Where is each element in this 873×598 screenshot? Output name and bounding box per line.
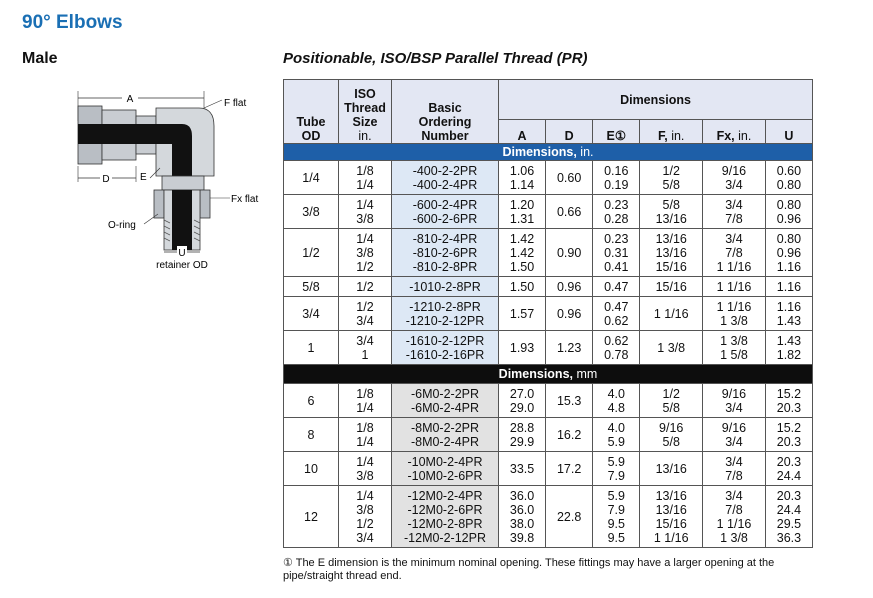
dim-fx-cell: 9/16 3/4 <box>703 384 766 418</box>
dim-a-cell: 1.42 1.42 1.50 <box>499 229 546 277</box>
dim-d-label: D <box>102 174 110 185</box>
ordering-number-cell: -1610-2-12PR -1610-2-16PR <box>392 331 499 365</box>
dim-u-cell: 20.3 24.4 29.5 36.3 <box>765 486 812 548</box>
footnote: ① The E dimension is the minimum nominal opening. These fittings may have a larger opening at the pipe/straight thread end. <box>283 557 775 582</box>
dim-u-cell: 1.43 1.82 <box>765 331 812 365</box>
dim-f-cell: 5/8 13/16 <box>640 195 703 229</box>
dim-u-cell: 15.2 20.3 <box>765 384 812 418</box>
ordering-number-cell: -8M0-2-2PR -8M0-2-4PR <box>392 418 499 452</box>
dim-u-cell: 1.16 1.43 <box>765 297 812 331</box>
retainer-label: retainer OD <box>156 260 208 271</box>
header-e: E① <box>593 120 640 144</box>
table-title: Positionable, ISO/BSP Parallel Thread (PR) <box>283 50 588 67</box>
dim-a-label: A <box>126 94 134 105</box>
tube-od-cell: 1/4 <box>284 161 339 195</box>
tube-od-cell: 10 <box>284 452 339 486</box>
dim-e-cell: 0.47 <box>593 277 640 297</box>
dim-u-cell: 0.80 0.96 1.16 <box>765 229 812 277</box>
dim-u-cell: 1.16 <box>765 277 812 297</box>
dim-fx-cell: 3/4 7/8 1 1/16 <box>703 229 766 277</box>
dim-e-cell: 0.47 0.62 <box>593 297 640 331</box>
dim-fx-cell: 3/4 7/8 1 1/16 1 3/8 <box>703 486 766 548</box>
dim-a-cell: 36.0 36.0 38.0 39.8 <box>499 486 546 548</box>
ordering-number-cell: -6M0-2-2PR -6M0-2-4PR <box>392 384 499 418</box>
dim-a-cell: 1.50 <box>499 277 546 297</box>
thread-size-cell: 1/8 1/4 <box>339 418 392 452</box>
dim-a-cell: 1.06 1.14 <box>499 161 546 195</box>
dim-e-cell: 5.9 7.9 9.5 9.5 <box>593 486 640 548</box>
dim-a-cell: 28.8 29.9 <box>499 418 546 452</box>
header-fx: Fx, in. <box>703 120 766 144</box>
dim-u-cell: 20.3 24.4 <box>765 452 812 486</box>
dim-d-cell: 0.90 <box>546 229 593 277</box>
dim-d-cell: 0.66 <box>546 195 593 229</box>
table-row <box>284 452 813 486</box>
dim-f-cell: 13/16 13/16 15/16 1 1/16 <box>640 486 703 548</box>
dim-a-cell: 1.93 <box>499 331 546 365</box>
header-u: U <box>765 120 812 144</box>
dim-u-cell: 0.60 0.80 <box>765 161 812 195</box>
dim-fx-cell: 1 1/16 1 3/8 <box>703 297 766 331</box>
section-mm-header: Dimensions, mm <box>284 365 813 384</box>
table-row <box>284 161 813 195</box>
tube-od-cell: 3/8 <box>284 195 339 229</box>
elbow-fitting-diagram <box>74 86 284 276</box>
dim-f-cell: 1 1/16 <box>640 297 703 331</box>
dim-fx-cell: 3/4 7/8 <box>703 452 766 486</box>
thread-size-cell: 1/4 3/8 <box>339 195 392 229</box>
dim-d-cell: 22.8 <box>546 486 593 548</box>
header-iso-thread: ISO Thread Size in. <box>339 80 392 144</box>
tube-od-cell: 3/4 <box>284 297 339 331</box>
dim-f-cell: 1/2 5/8 <box>640 161 703 195</box>
tube-od-cell: 8 <box>284 418 339 452</box>
dim-f-cell: 15/16 <box>640 277 703 297</box>
thread-size-cell: 3/4 1 <box>339 331 392 365</box>
dim-e-cell: 4.0 4.8 <box>593 384 640 418</box>
thread-size-cell: 1/2 <box>339 277 392 297</box>
dim-a-cell: 33.5 <box>499 452 546 486</box>
dim-u-cell: 15.2 20.3 <box>765 418 812 452</box>
dim-a-cell: 1.57 <box>499 297 546 331</box>
dim-f-cell: 9/16 5/8 <box>640 418 703 452</box>
dim-fx-cell: 1 1/16 <box>703 277 766 297</box>
thread-size-cell: 1/8 1/4 <box>339 384 392 418</box>
header-dimensions: Dimensions <box>499 80 813 120</box>
header-basic-ordering: Basic Ordering Number <box>392 80 499 144</box>
dim-d-cell: 17.2 <box>546 452 593 486</box>
dim-d-cell: 15.3 <box>546 384 593 418</box>
ordering-number-cell: -600-2-4PR -600-2-6PR <box>392 195 499 229</box>
header-d: D <box>546 120 593 144</box>
dim-f-cell: 13/16 <box>640 452 703 486</box>
dim-fx-cell: 9/16 3/4 <box>703 161 766 195</box>
dim-fx-cell: 1 3/8 1 5/8 <box>703 331 766 365</box>
table-row <box>284 486 813 548</box>
o-ring-label: O-ring <box>108 220 136 231</box>
tube-od-cell: 6 <box>284 384 339 418</box>
table-row <box>284 331 813 365</box>
tube-od-cell: 1/2 <box>284 229 339 277</box>
dim-d-cell: 1.23 <box>546 331 593 365</box>
page-title: 90° Elbows <box>22 12 123 33</box>
thread-size-cell: 1/8 1/4 <box>339 161 392 195</box>
thread-size-cell: 1/4 3/8 <box>339 452 392 486</box>
dim-u-cell: 0.80 0.96 <box>765 195 812 229</box>
dim-a-cell: 1.20 1.31 <box>499 195 546 229</box>
table-row <box>284 418 813 452</box>
tube-od-cell: 12 <box>284 486 339 548</box>
dim-d-cell: 0.96 <box>546 277 593 297</box>
ordering-number-cell: -810-2-4PR -810-2-6PR -810-2-8PR <box>392 229 499 277</box>
ordering-number-cell: -10M0-2-4PR -10M0-2-6PR <box>392 452 499 486</box>
header-tube-od: Tube OD <box>284 80 339 144</box>
table-row <box>284 277 813 297</box>
dim-f-cell: 13/16 13/16 15/16 <box>640 229 703 277</box>
section-inch-header: Dimensions, in. <box>284 144 813 161</box>
thread-size-cell: 1/2 3/4 <box>339 297 392 331</box>
dim-e-cell: 0.23 0.28 <box>593 195 640 229</box>
table-row <box>284 297 813 331</box>
thread-size-cell: 1/4 3/8 1/2 3/4 <box>339 486 392 548</box>
dim-e-cell: 0.16 0.19 <box>593 161 640 195</box>
table-row <box>284 195 813 229</box>
dim-d-cell: 0.96 <box>546 297 593 331</box>
tube-od-cell: 5/8 <box>284 277 339 297</box>
fx-flat-label: Fx flat <box>231 194 259 205</box>
dim-fx-cell: 3/4 7/8 <box>703 195 766 229</box>
dim-f-cell: 1 3/8 <box>640 331 703 365</box>
dim-d-cell: 0.60 <box>546 161 593 195</box>
dim-e-cell: 5.9 7.9 <box>593 452 640 486</box>
ordering-number-cell: -1010-2-8PR <box>392 277 499 297</box>
dim-d-cell: 16.2 <box>546 418 593 452</box>
dim-f-cell: 1/2 5/8 <box>640 384 703 418</box>
header-a: A <box>499 120 546 144</box>
dimensions-table <box>283 79 813 548</box>
dim-e-cell: 0.23 0.31 0.41 <box>593 229 640 277</box>
table-row <box>284 384 813 418</box>
thread-size-cell: 1/4 3/8 1/2 <box>339 229 392 277</box>
dim-e-cell: 4.0 5.9 <box>593 418 640 452</box>
section-subtitle: Male <box>22 50 58 67</box>
dim-e-cell: 0.62 0.78 <box>593 331 640 365</box>
dim-e-label: E <box>140 172 147 183</box>
f-flat-label: F flat <box>224 98 247 109</box>
dim-a-cell: 27.0 29.0 <box>499 384 546 418</box>
dim-fx-cell: 9/16 3/4 <box>703 418 766 452</box>
dim-u-label: U <box>178 248 186 259</box>
header-f: F, in. <box>640 120 703 144</box>
ordering-number-cell: -400-2-2PR -400-2-4PR <box>392 161 499 195</box>
ordering-number-cell: -1210-2-8PR -1210-2-12PR <box>392 297 499 331</box>
tube-od-cell: 1 <box>284 331 339 365</box>
table-row <box>284 229 813 277</box>
ordering-number-cell: -12M0-2-4PR -12M0-2-6PR -12M0-2-8PR -12M0-2-12PR <box>392 486 499 548</box>
